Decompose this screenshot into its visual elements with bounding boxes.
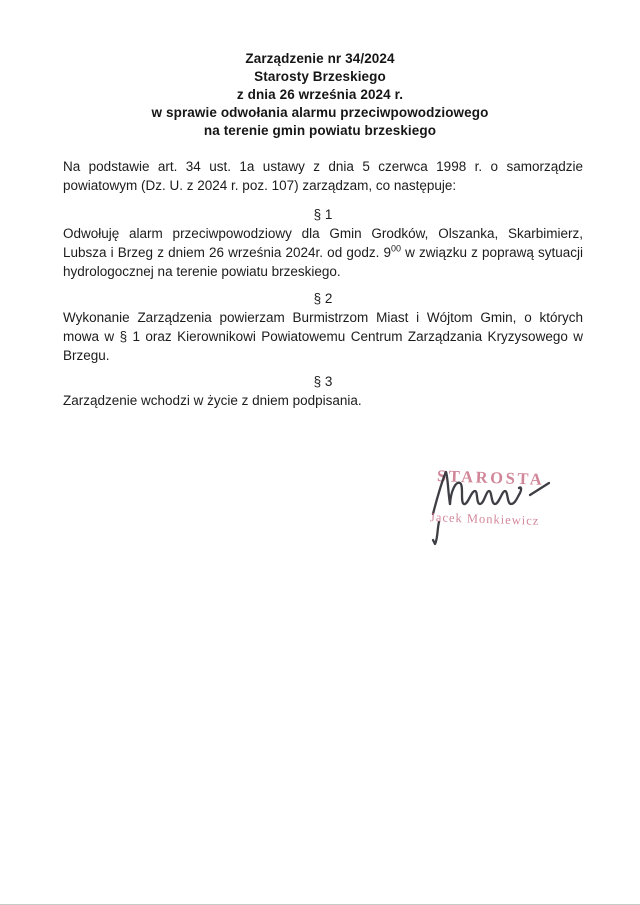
stamp-role-text: STAROSTA: [436, 466, 545, 489]
section-1-text-before: Odwołuję alarm przeciwpowodziowy dla Gmin Grodków, Olszanka, Skarbimierz, Lubsza i Brzeg z dniem 26 września 2024r. od godz. 9: [63, 226, 583, 260]
section-1-body: [63, 224, 583, 281]
section-1: [63, 205, 583, 281]
stamp-name-text: Jacek Monkiewicz: [429, 510, 540, 528]
section-1-superscript: 00: [391, 243, 402, 254]
legal-basis-paragraph: Na podstawie art. 34 ust. 1a ustawy z dnia 5 czerwca 1998 r. o samorządzie powiatowym (Dz. U. z 2024 r. poz. 107) zarządzam, co następuje:: [63, 159, 583, 193]
section-1-text-after: w związku z poprawą sytuacji hydrologocznej na terenie powiatu brzeskiego.: [63, 245, 583, 279]
section-2-body: Wykonanie Zarządzenia powierzam Burmistrzom Miast i Wójtom Gmin, o których mowa w § 1 oraz Kierownikowi Powiatowemu Centrum Zarządzania Kryzysowego w Brzegu.: [63, 310, 583, 363]
document-body: [63, 157, 583, 410]
section-2-heading: § 2: [313, 291, 333, 306]
title-line: z dnia 26 września 2024 r.: [236, 87, 404, 102]
title-line: w sprawie odwołania alarmu przeciwpowodziowego: [151, 105, 489, 120]
document-title: [0, 50, 640, 140]
section-3: [63, 372, 583, 410]
signature-stamp-block: [427, 466, 577, 556]
section-3-body: Zarządzenie wchodzi w życie z dniem podpisania.: [63, 393, 362, 408]
handwritten-signature: [423, 466, 573, 551]
title-line: na terenie gmin powiatu brzeskiego: [203, 123, 437, 138]
section-2: [63, 289, 583, 365]
section-3-heading: § 3: [313, 374, 333, 389]
section-1-heading: § 1: [313, 207, 333, 222]
title-line: Starosty Brzeskiego: [254, 69, 386, 84]
title-line: Zarządzenie nr 34/2024: [245, 51, 395, 66]
